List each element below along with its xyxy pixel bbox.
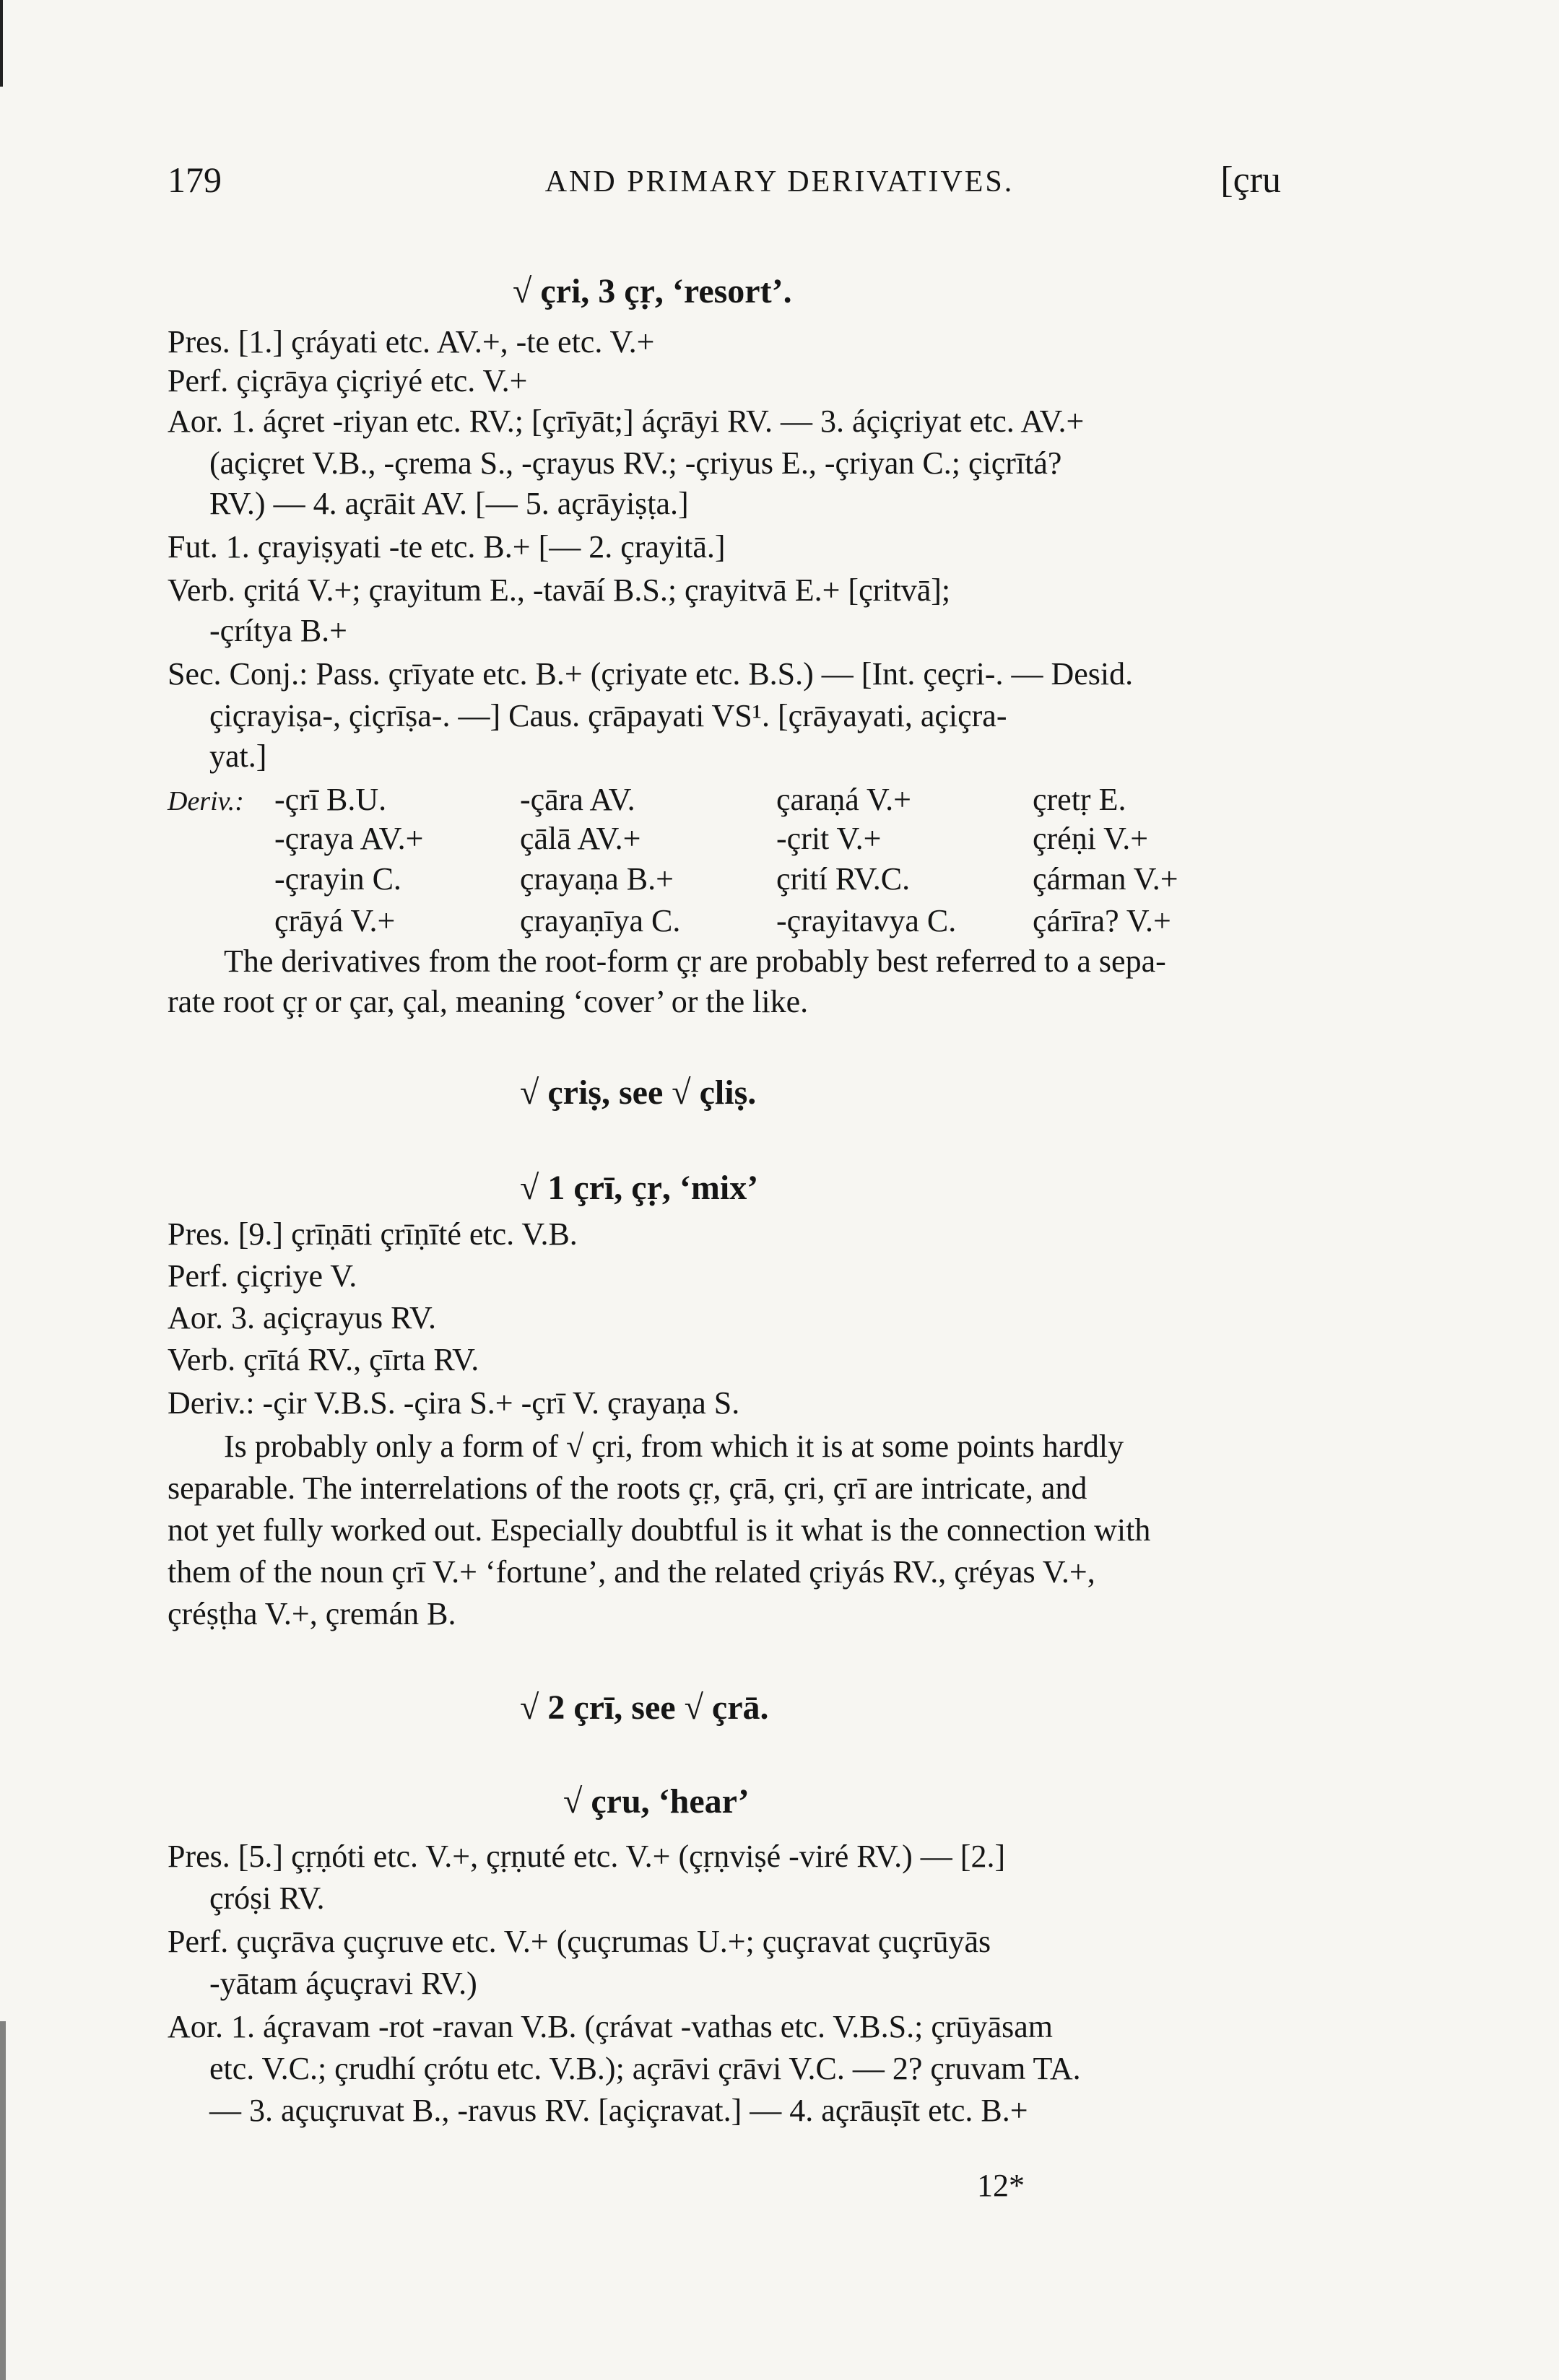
deriv-cell: çrayaṇa B.+: [520, 861, 674, 897]
deriv-cell: çrāyá V.+: [274, 903, 396, 938]
text-line: çróṣi RV.: [209, 1880, 325, 1916]
text-line: Perf. çuçrāva çuçruve etc. V.+ (çuçrumas U.+; çuçravat çuçrūyās: [168, 1924, 991, 1959]
text-line: -yātam áçuçravi RV.): [209, 1966, 477, 2001]
deriv-cell: -çrit V.+: [776, 821, 882, 856]
text-line: — 3. açuçruvat B., -ravus RV. [açiçravat.] — 4. açrāuṣīt etc. B.+: [209, 2093, 1028, 2128]
text-line: Fut. 1. çrayiṣyati -te etc. B.+ [— 2. çrayitā.]: [168, 529, 726, 565]
signature-mark: 12*: [977, 2168, 1025, 2203]
root-heading: √ 2 çrī, see √ çrā.: [520, 1688, 769, 1727]
text-line: not yet fully worked out. Especially doubtful is it what is the connection with: [168, 1512, 1151, 1548]
text-line: Is probably only a form of √ çri, from which it is at some points hardly: [224, 1429, 1124, 1464]
deriv-cell: -çrayin C.: [274, 861, 401, 897]
root-heading: √ çriṣ, see √ çliṣ.: [520, 1073, 757, 1112]
text-line: yat.]: [209, 738, 267, 774]
deriv-cell: çárīra? V.+: [1033, 903, 1171, 938]
deriv-cell: çrití RV.C.: [776, 861, 911, 897]
root-heading: √ çri, 3 çṛ, ‘resort’.: [513, 272, 792, 310]
deriv-cell: -çāra AV.: [520, 782, 635, 817]
text-line: Verb. çrītá RV., çīrta RV.: [168, 1342, 479, 1377]
guide-word: [çru: [1220, 160, 1281, 201]
page-number: 179: [168, 160, 222, 200]
text-line: rate root çṛ or çar, çal, meaning ‘cover’ or the like.: [168, 984, 809, 1019]
text-line: RV.) — 4. açrāit AV. [— 5. açrāyiṣṭa.]: [209, 486, 689, 521]
deriv-cell: çárman V.+: [1033, 861, 1178, 897]
deriv-cell: -çraya AV.+: [274, 821, 424, 856]
text-line: Aor. 1. áçret -riyan etc. RV.; [çrīyāt;] áçrāyi RV. — 3. áçiçriyat etc. AV.+: [168, 404, 1085, 439]
text-line: Aor. 1. áçravam -rot -ravan V.B. (çrávat -vathas etc. V.B.S.; çrūyāsam: [168, 2009, 1053, 2044]
text-line: (açiçret V.B., -çrema S., -çrayus RV.; -çriyus E., -çriyan C.; çiçrītá?: [209, 445, 1062, 481]
text-line: Aor. 3. açiçrayus RV.: [168, 1300, 437, 1335]
root-heading: √ 1 çrī, çṛ, ‘mix’: [520, 1169, 759, 1207]
scan-edge: [0, 2021, 6, 2380]
root-heading: √ çru, ‘hear’: [563, 1782, 750, 1821]
deriv-cell: çréṇi V.+: [1033, 821, 1149, 856]
deriv-cell: çālā AV.+: [520, 821, 641, 856]
running-title: AND PRIMARY DERIVATIVES.: [544, 165, 1015, 199]
text-line: Deriv.: -çir V.B.S. -çira S.+ -çrī V. çrayaṇa S.: [168, 1385, 740, 1421]
text-line: etc. V.C.; çrudhí çrótu etc. V.B.); açrāvi çrāvi V.C. — 2? çruvam TA.: [209, 2051, 1081, 2086]
text-line: Verb. çritá V.+; çrayitum E., -tavāí B.S.; çrayitvā E.+ [çritvā];: [168, 572, 951, 608]
deriv-cell: çaraṇá V.+: [776, 782, 911, 817]
text-line: çréṣṭha V.+, çremán B.: [168, 1596, 456, 1631]
deriv-cell: -çrī B.U.: [274, 782, 387, 817]
deriv-cell: çretṛ E.: [1033, 782, 1126, 817]
text-line: Pres. [1.] çráyati etc. AV.+, -te etc. V.+: [168, 324, 655, 359]
text-line: Perf. çiçrāya çiçriyé etc. V.+: [168, 363, 528, 398]
text-line: Sec. Conj.: Pass. çrīyate etc. B.+ (çriyate etc. B.S.) — [Int. çeçri-. — Desid.: [168, 656, 1134, 692]
text-line: them of the noun çrī V.+ ‘fortune’, and the related çriyás RV., çréyas V.+,: [168, 1554, 1095, 1590]
text-line: separable. The interrelations of the roots çṛ, çrā, çri, çrī are intricate, and: [168, 1470, 1087, 1506]
text-line: Perf. çiçriye V.: [168, 1258, 357, 1294]
deriv-cell: -çrayitavya C.: [776, 903, 957, 938]
deriv-cell: çrayaṇīya C.: [520, 903, 681, 938]
scan-edge: [0, 0, 3, 87]
text-line: The derivatives from the root-form çṛ are probably best referred to a sepa-: [224, 943, 1166, 979]
text-line: Pres. [9.] çrīṇāti çrīṇīté etc. V.B.: [168, 1216, 578, 1252]
text-line: -çrítya B.+: [209, 613, 347, 648]
deriv-label: Deriv.:: [168, 786, 244, 816]
text-line: çiçrayiṣa-, çiçrīṣa-. —] Caus. çrāpayati VS¹. [çrāyayati, açiçra-: [209, 698, 1007, 733]
text-line: Pres. [5.] çṛṇóti etc. V.+, çṛṇuté etc. V.+ (çṛṇviṣé -viré RV.) — [2.]: [168, 1839, 1006, 1874]
